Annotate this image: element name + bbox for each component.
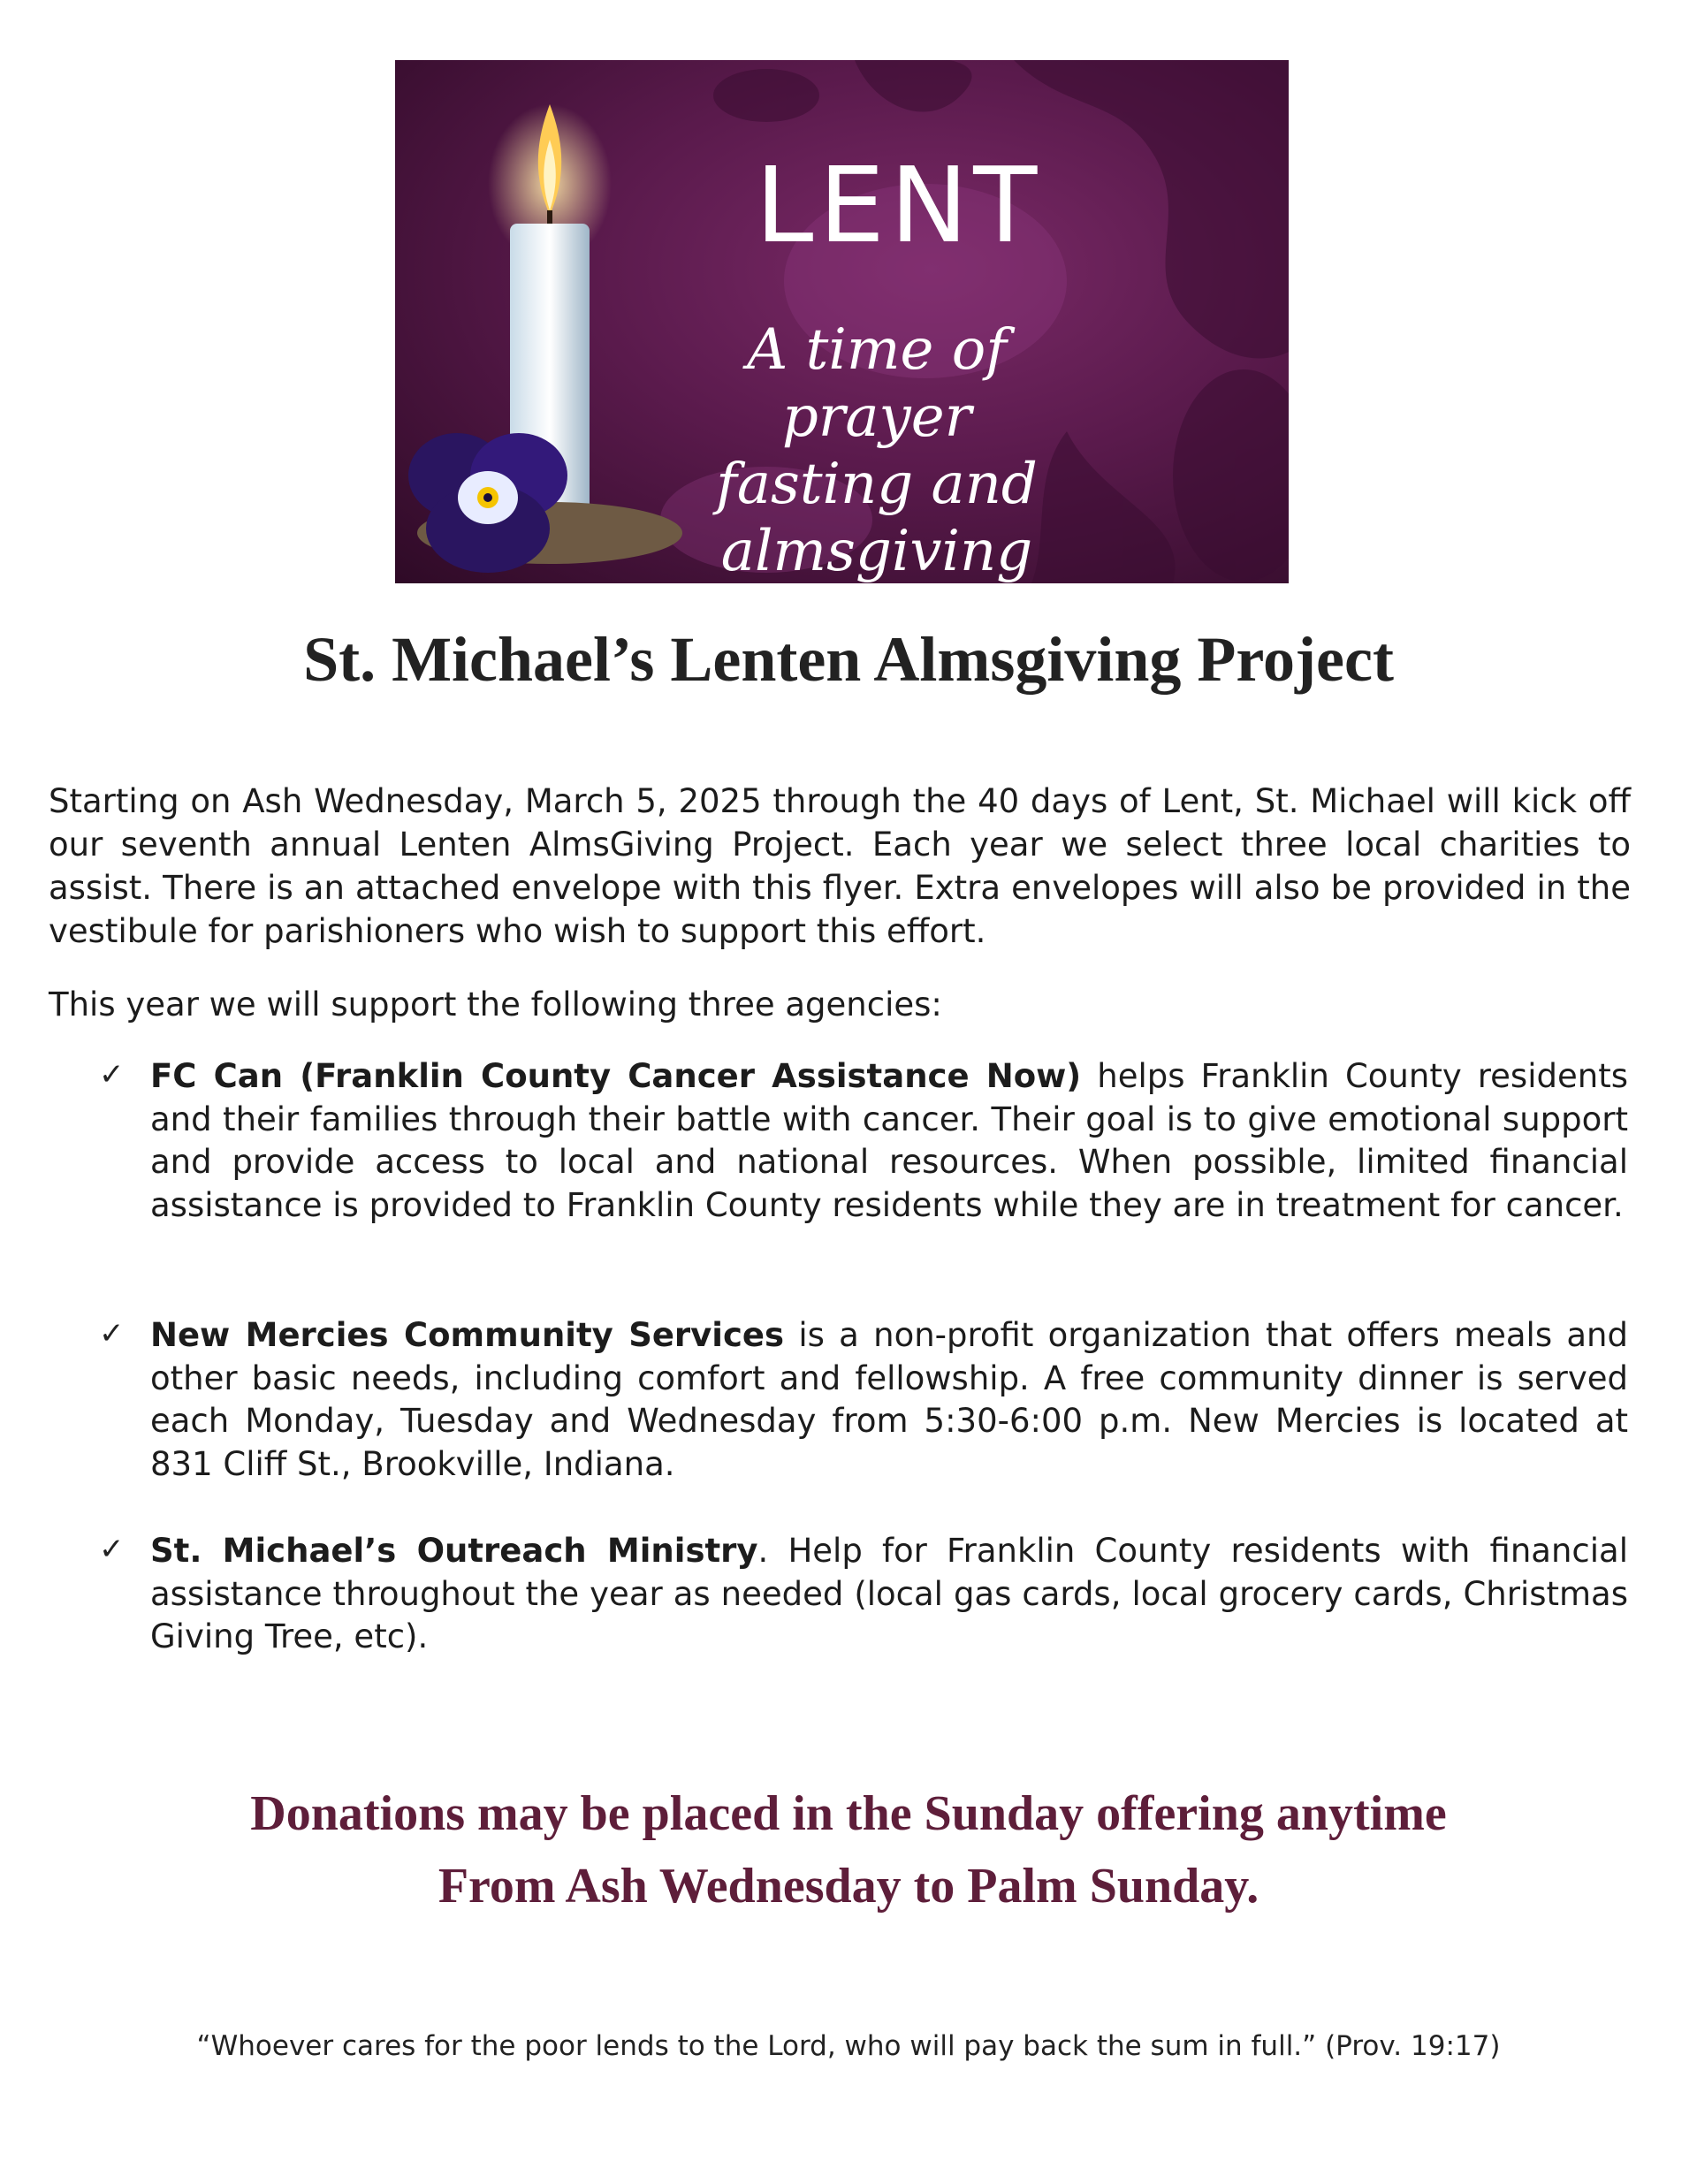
scripture-quote: “Whoever cares for the poor lends to the Lord, who will pay back the sum in full.” (Prov. 19:17) <box>196 2030 1501 2062</box>
agency-name: St. Michael’s Outreach Ministry <box>150 1532 758 1570</box>
banner-subtitle-line: fasting and <box>716 452 1038 517</box>
agency-name: FC Can (Franklin County Cancer Assistance Now) <box>150 1057 1082 1095</box>
banner-subtitle-line: A time of prayer <box>747 317 1007 450</box>
banner-subtitle <box>687 316 1067 583</box>
donation-note-line: From Ash Wednesday to Palm Sunday. <box>438 1859 1259 1914</box>
agency-description: helps Franklin County residents and their families through their battle with cancer. Their goal is to give emotional support and provide access to local and national resources. When possible, limited financial assistance is provided to Franklin County residents while they are in treatment for cancer. <box>150 1057 1628 1224</box>
agency-item <box>150 1055 1628 1227</box>
banner-title: LENT <box>755 144 1043 266</box>
support-intro: This year we will support the following three agencies: <box>49 985 942 1024</box>
checkmark-icon: ✓ <box>99 1532 125 1567</box>
checkmark-icon: ✓ <box>99 1316 125 1351</box>
agency-name: New Mercies Community Services <box>150 1316 785 1354</box>
agency-description: is a non-profit organization that offers meals and other basic needs, including comfort and fellowship. A free community dinner is served each Monday, Tuesday and Wednesday from 5:30-6:00 p.m. New Mercies is located at 831 Cliff St., Brookville, Indiana. <box>150 1316 1628 1483</box>
intro-paragraph: Starting on Ash Wednesday, March 5, 2025 through the 40 days of Lent, St. Michael will kick off our seventh annual Lenten AlmsGiving Project. Each year we select three local charities to assist. There is an attached envelope with this flyer. Extra envelopes will also be provided in the vestibule for parishioners who wish to support this effort. <box>49 782 1631 950</box>
agency-description: . Help for Franklin County residents with financial assistance throughout the year as needed (local gas cards, local grocery cards, Christmas Giving Tree, etc). <box>150 1532 1628 1655</box>
banner-subtitle-line: almsgiving <box>720 519 1033 583</box>
lent-banner-image <box>395 60 1289 583</box>
page-title: St. Michael’s Lenten Almsgiving Project <box>303 624 1394 695</box>
donation-note-line: Donations may be placed in the Sunday offering anytime <box>250 1786 1447 1841</box>
agency-item <box>150 1314 1628 1486</box>
candle-illustration <box>395 60 687 583</box>
agency-item <box>150 1530 1628 1659</box>
checkmark-icon: ✓ <box>99 1057 125 1092</box>
